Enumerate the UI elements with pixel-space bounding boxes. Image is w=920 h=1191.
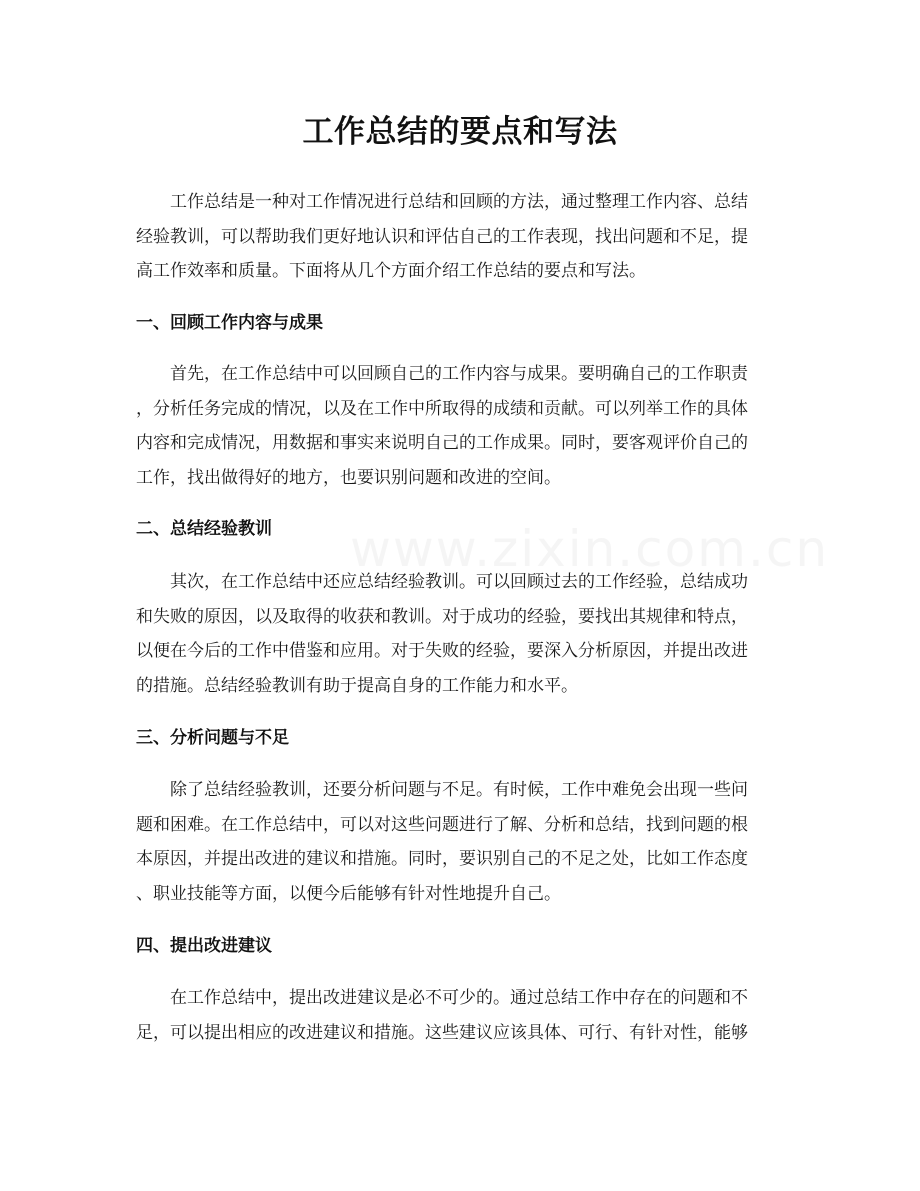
- paragraph-line: 足，可以提出相应的改进建议和措施。这些建议应该具体、可行、有针对性，能够: [136, 1022, 748, 1043]
- section-heading-2: 二、总结经验教训: [136, 519, 272, 539]
- paragraph-line: 其次，在工作总结中还应总结经验教训。可以回顾过去的工作经验，总结成功: [170, 572, 748, 592]
- paragraph-line: 本原因，并提出改进的建议和措施。同时，要识别自己的不足之处，比如工作态度: [136, 849, 748, 869]
- paragraph-line: 除了总结经验教训，还要分析问题与不足。有时候，工作中难免会出现一些问: [170, 780, 748, 800]
- paragraph-line: 内容和完成情况，用数据和事实来说明自己的工作成果。同时，要客观评价自己的: [136, 433, 748, 453]
- intro-paragraph: [136, 185, 786, 289]
- paragraph-line: 以便在今后的工作中借鉴和应用。对于失败的经验，要深入分析原因，并提出改进: [136, 641, 748, 661]
- paragraph-line: 和失败的原因，以及取得的收获和教训。对于成功的经验，要找出其规律和特点，: [136, 606, 748, 627]
- section-heading-3: 三、分析问题与不足: [136, 728, 289, 748]
- section-paragraph-3: [136, 773, 786, 911]
- intro-line: 经验教训，可以帮助我们更好地认识和评估自己的工作表现，找出问题和不足，提: [136, 226, 748, 247]
- document-title: 工作总结的要点和写法: [302, 114, 618, 150]
- paragraph-line: ，分析任务完成的情况，以及在工作中所取得的成绩和贡献。可以列举工作的具体: [136, 398, 748, 419]
- section-paragraph-2: [136, 565, 786, 703]
- paragraph-line: 工作，找出做得好的地方，也要识别问题和改进的空间。: [136, 467, 561, 488]
- paragraph-line: 的措施。总结经验教训有助于提高自身的工作能力和水平。: [136, 675, 578, 696]
- intro-line: 高工作效率和质量。下面将从几个方面介绍工作总结的要点和写法。: [136, 261, 646, 281]
- section-paragraph-4: [136, 981, 786, 1050]
- section-heading-4: 四、提出改进建议: [136, 936, 272, 956]
- section-paragraph-1: [136, 357, 786, 495]
- paragraph-line: 、职业技能等方面，以便今后能够有针对性地提升自己。: [136, 883, 561, 904]
- paragraph-line: 在工作总结中，提出改进建议是必不可少的。通过总结工作中存在的问题和不: [170, 988, 748, 1008]
- paragraph-line: 首先，在工作总结中可以回顾自己的工作内容与成果。要明确自己的工作职责: [170, 364, 748, 384]
- paragraph-line: 题和困难。在工作总结中，可以对这些问题进行了解、分析和总结，找到问题的根: [136, 814, 748, 835]
- intro-line: 工作总结是一种对工作情况进行总结和回顾的方法，通过整理工作内容、总结: [170, 192, 748, 212]
- watermark: www.zixin.com.cn: [350, 520, 830, 578]
- section-heading-1: 一、回顾工作内容与成果: [136, 313, 323, 333]
